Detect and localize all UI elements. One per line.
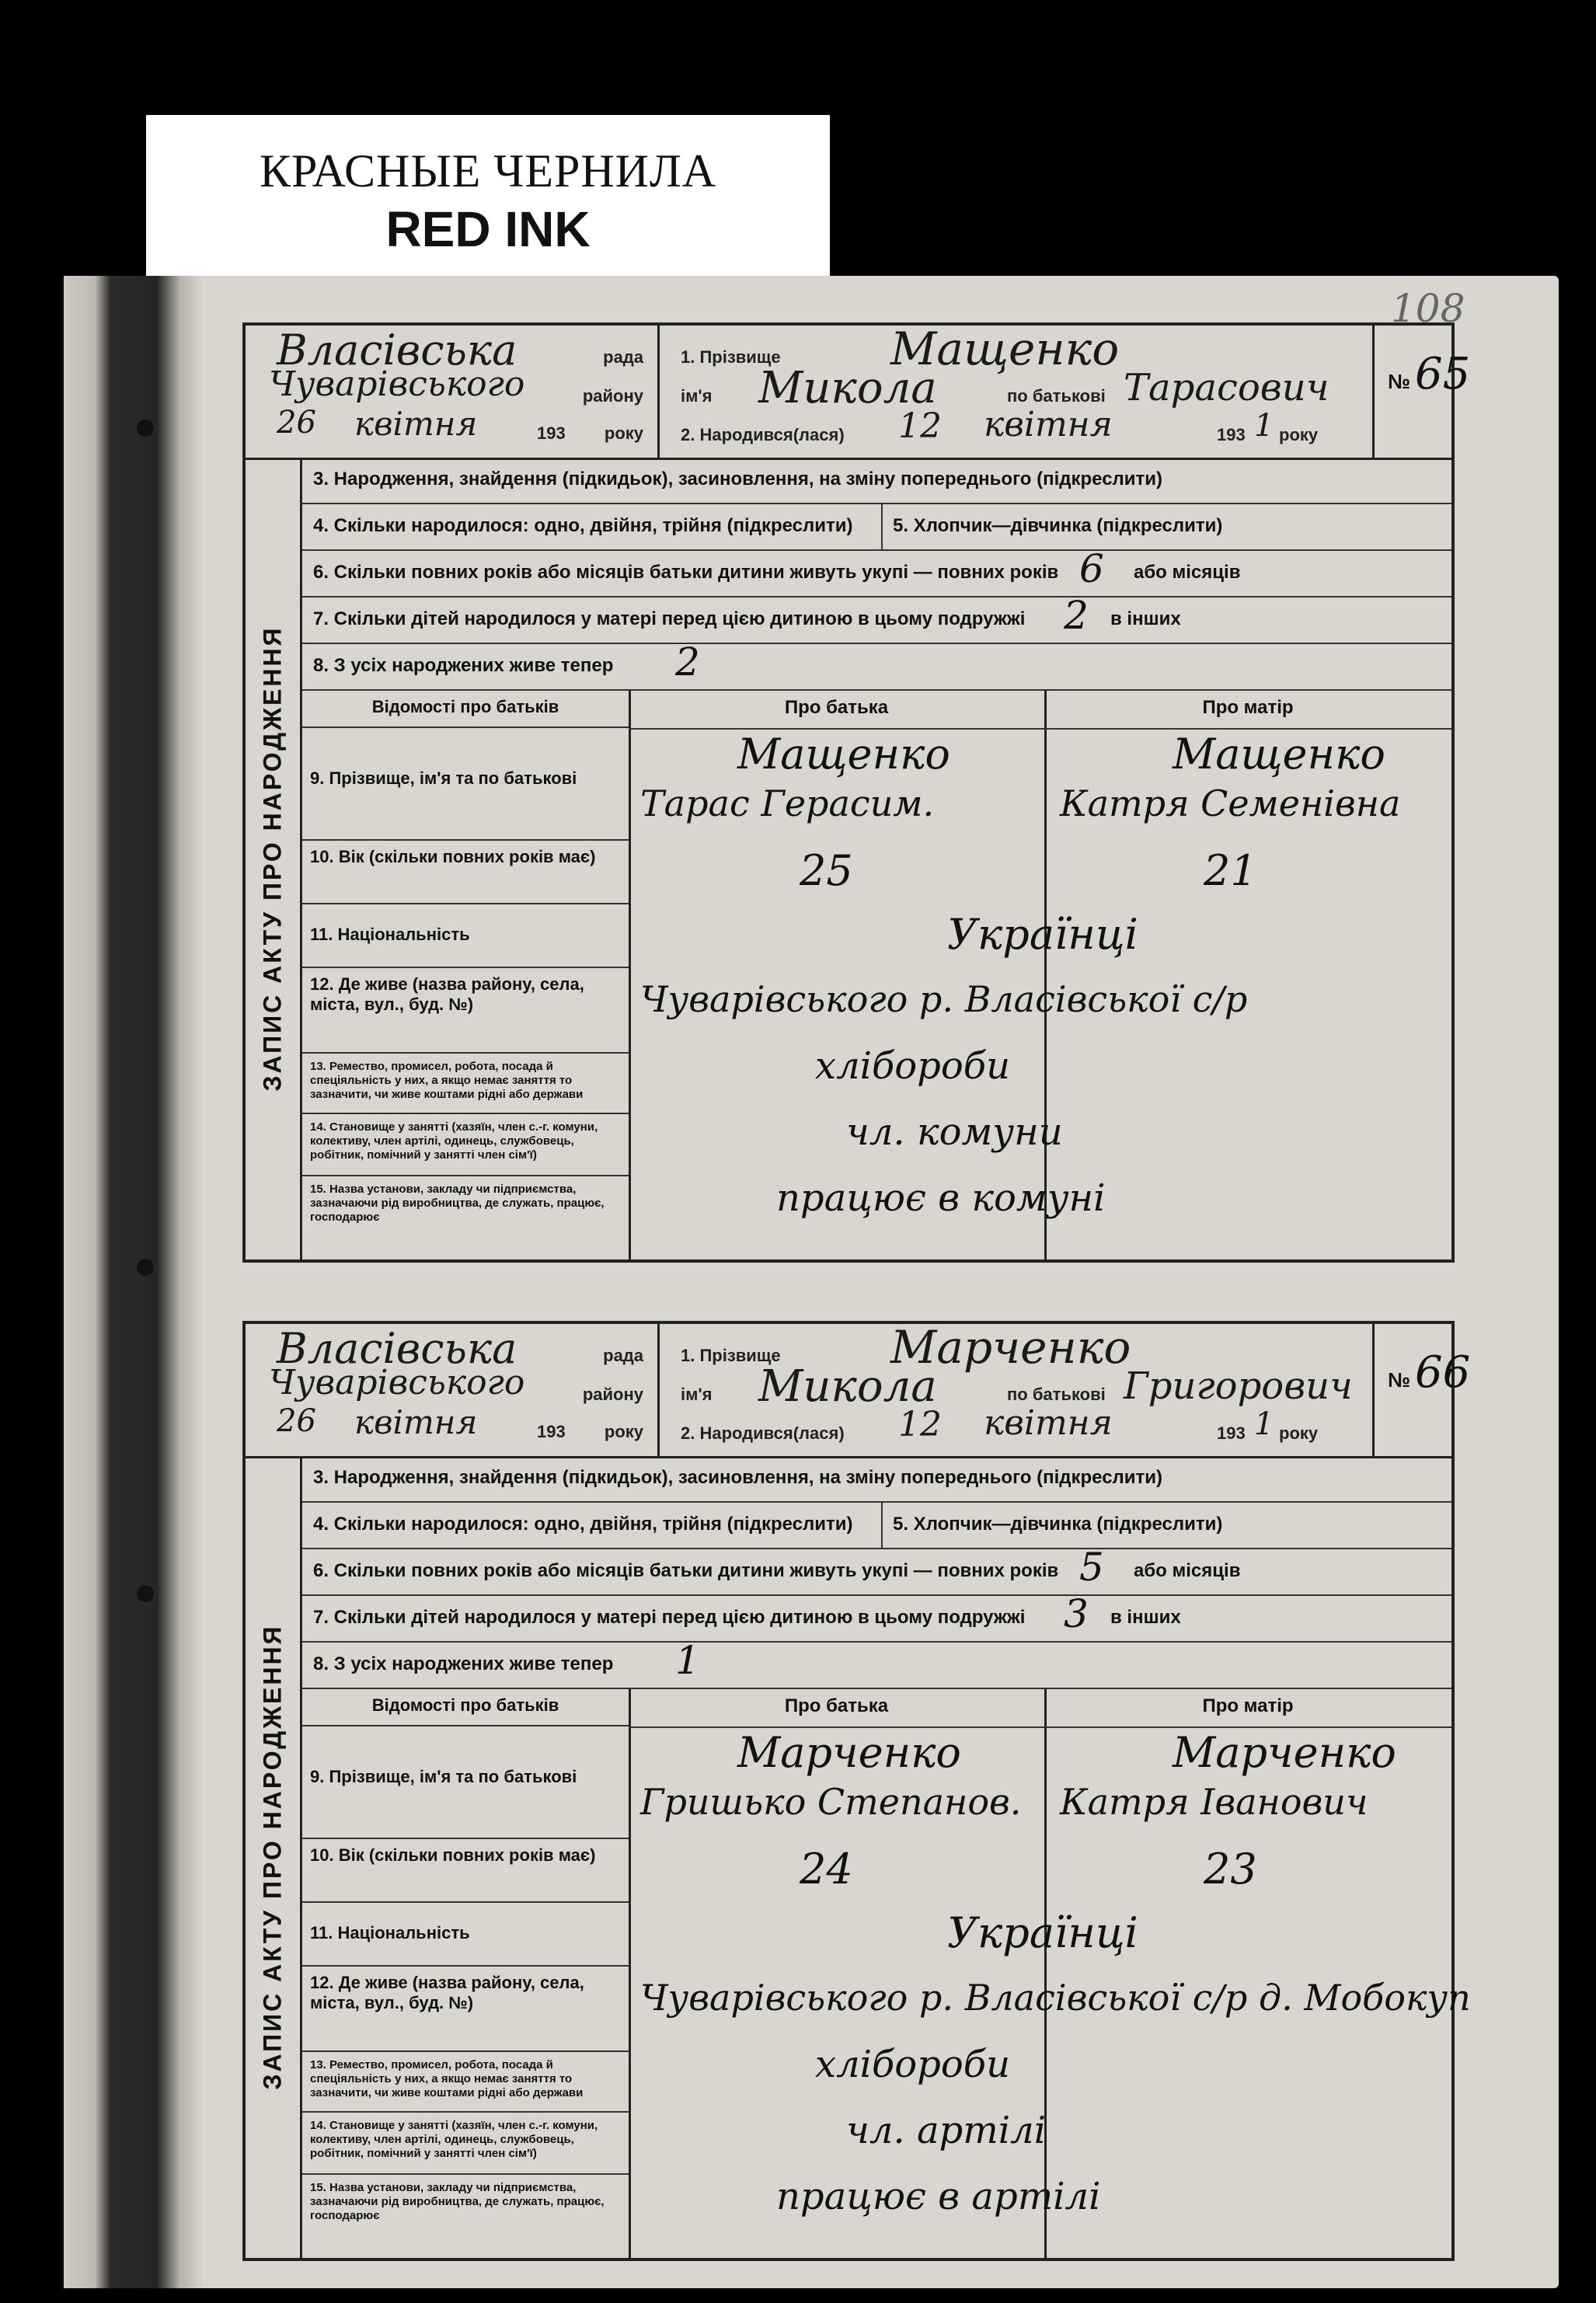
question-5: 5. Хлопчик—дівчинка (підкреслити) xyxy=(893,1514,1223,1535)
row-13-label: 13. Ремество, промисел, робота, посада й спеціяльність у них, а якщо немає заняття то зазначити, чи живе коштами рідні або держави xyxy=(302,1054,629,1114)
patronymic-label: по батькові xyxy=(1007,1385,1106,1404)
birth-record xyxy=(242,322,1471,1263)
district-label: району xyxy=(582,1385,643,1404)
mother-age: 23 xyxy=(1204,1845,1257,1894)
row-14-label: 14. Становище у занятті (хазяїн, член с.-г. комуни, колективу, член артілі, одинець, службовець, робітник, помічний у занятті член сім'ї) xyxy=(302,1114,629,1176)
question-3: 3. Народження, знайдення (підкидьок), засиновлення, на зміну попереднього (підкреслити) xyxy=(313,469,1163,490)
row-divider xyxy=(881,504,883,549)
mother-header: Про матір xyxy=(1202,697,1294,718)
question-6: 6. Скільки повних років або місяців батьки дитини живуть укупі — повних років xyxy=(313,1560,1059,1581)
born-month: квітня xyxy=(984,405,1113,444)
residence: Чуварівського р. Власівської с/р xyxy=(640,978,1248,1020)
row-10-label: 10. Вік (скільки повних років має) xyxy=(302,841,629,904)
district-label: району xyxy=(582,386,643,406)
workplace: працює в артілі xyxy=(776,2175,1101,2218)
record-body xyxy=(302,458,1451,1260)
mother-header: Про матір xyxy=(1202,1695,1294,1716)
born-month: квітня xyxy=(984,1403,1113,1443)
parents-table xyxy=(302,1689,1471,2258)
mother-name: Катря Семенівна xyxy=(1060,782,1401,824)
nationality: Українці xyxy=(947,910,1138,959)
registration-block xyxy=(246,1324,660,1456)
surname-label: 1. Прізвище xyxy=(681,347,781,367)
position: чл. артілі xyxy=(846,2109,1047,2152)
name-label: ім'я xyxy=(681,1385,713,1404)
question-4: 4. Скільки народилося: одно, двійня, трійня (підкреслити) xyxy=(313,1514,853,1535)
child-block xyxy=(657,322,1375,458)
mother-name: Катря Іванович xyxy=(1060,1781,1368,1823)
record-number xyxy=(1388,1347,1470,1398)
row-4-5 xyxy=(302,1503,1451,1549)
registration-month: квітня xyxy=(354,405,478,443)
binding-hole xyxy=(137,1585,154,1602)
mother-surname: Марченко xyxy=(1173,1728,1396,1777)
row-14-label: 14. Становище у занятті (хазяїн, член с.-г. комуни, колективу, член артілі, одинець, службовець, робітник, помічний у занятті член сім'ї) xyxy=(302,2113,629,2175)
record-number-value: 66 xyxy=(1414,1347,1471,1398)
binding-spine xyxy=(64,276,204,2288)
row-6 xyxy=(302,1545,1451,1596)
record-number-block xyxy=(1372,1324,1471,1456)
row-13-label: 13. Ремество, промисел, робота, посада й спеціяльність у них, а якщо немає заняття то зазначити, чи живе коштами рідні або держави xyxy=(302,2052,629,2113)
label-russian: КРАСНЫЕ ЧЕРНИЛА xyxy=(259,145,717,197)
born-year: 1 xyxy=(1254,408,1274,444)
born-year-prefix: 193 xyxy=(1217,1423,1246,1443)
row-11-label: 11. Національність xyxy=(302,904,629,968)
record-header xyxy=(246,322,1471,460)
record-number-block xyxy=(1372,326,1471,458)
district-name: Чуварівського xyxy=(269,1363,525,1402)
patronymic-label: по батькові xyxy=(1007,386,1106,406)
father-header: Про батька xyxy=(784,1695,889,1716)
father-age: 24 xyxy=(800,1845,853,1894)
child-name: Микола xyxy=(758,363,937,413)
child-block xyxy=(657,1321,1375,1456)
years-together: 5 xyxy=(1079,1545,1104,1590)
workplace: працює в комуні xyxy=(776,1176,1106,1220)
side-title-column xyxy=(246,458,302,1260)
born-label: 2. Народився(лася) xyxy=(681,425,845,444)
nationality: Українці xyxy=(947,1908,1138,1957)
year-prefix: 193 xyxy=(537,1422,566,1441)
child-name: Микола xyxy=(758,1361,937,1412)
question-6-months: або місяців xyxy=(1134,562,1241,583)
father-name: Тарас Герасим. xyxy=(640,782,935,824)
row-15-label: 15. Назва установи, закладу чи підприємства, зазначаючи рід виробництва, де служать, працює, господарює xyxy=(310,1183,605,1224)
previous-children: 2 xyxy=(1064,593,1089,638)
year-prefix: 193 xyxy=(537,423,566,443)
child-surname: Мащенко xyxy=(890,322,1120,375)
record-number xyxy=(1388,349,1470,399)
row-7 xyxy=(302,593,1451,644)
row-3 xyxy=(302,1456,1451,1503)
occupation: хлібороби xyxy=(815,1044,1011,1088)
row-10-label: 10. Вік (скільки повних років має) xyxy=(302,1839,629,1903)
row-8 xyxy=(302,1638,1451,1689)
row-4-5 xyxy=(302,504,1451,551)
residence: Чуварівського р. Власівської с/р д. Мобокуп xyxy=(640,1977,1471,2019)
occupation: хлібороби xyxy=(815,2043,1011,2086)
parents-label-column xyxy=(302,1689,631,2258)
father-age: 25 xyxy=(800,846,853,895)
council-label: рада xyxy=(603,347,643,367)
parents-table xyxy=(302,691,1451,1260)
children-alive: 1 xyxy=(675,1638,700,1683)
father-surname: Мащенко xyxy=(737,730,950,779)
years-together: 6 xyxy=(1079,546,1104,591)
question-7: 7. Скільки дітей народилося у матері перед цією дитиною в цьому подружжі xyxy=(313,1607,1026,1628)
child-surname: Марченко xyxy=(890,1321,1131,1374)
question-4: 4. Скільки народилося: одно, двійня, трійня (підкреслити) xyxy=(313,515,853,536)
mother-surname: Мащенко xyxy=(1173,730,1385,779)
born-year: 1 xyxy=(1254,1406,1274,1442)
registration-month: квітня xyxy=(354,1403,478,1441)
born-year-label: року xyxy=(1279,1423,1319,1443)
side-title: ЗАПИС АКТУ ПРО НАРОДЖЕННЯ xyxy=(258,625,287,1092)
born-year-label: року xyxy=(1279,425,1319,444)
row-9-label: 9. Прізвище, ім'я та по батькові xyxy=(302,1726,629,1839)
question-7-other: в інших xyxy=(1110,1607,1181,1628)
row-9-label: 9. Прізвище, ім'я та по батькові xyxy=(302,728,629,841)
row-divider xyxy=(881,1503,883,1548)
row-6 xyxy=(302,546,1451,598)
question-6: 6. Скільки повних років або місяців батьки дитини живуть укупі — повних років xyxy=(313,562,1059,583)
registration-day: 26 xyxy=(277,1403,316,1439)
previous-children: 3 xyxy=(1064,1591,1089,1636)
parents-label-column xyxy=(302,691,631,1260)
father-header: Про батька xyxy=(784,697,889,718)
row-11-label: 11. Національність xyxy=(302,1903,629,1967)
council-name: Власівська xyxy=(277,326,517,375)
birth-record xyxy=(242,1321,1471,2261)
position: чл. комуни xyxy=(846,1110,1063,1154)
father-name: Гришько Степанов. xyxy=(640,1781,1022,1823)
question-7-other: в інших xyxy=(1110,608,1181,629)
year-label: року xyxy=(604,1422,643,1441)
record-number-value: 65 xyxy=(1414,349,1471,399)
question-5: 5. Хлопчик—дівчинка (підкреслити) xyxy=(893,515,1223,536)
born-label: 2. Народився(лася) xyxy=(681,1423,845,1443)
child-patronymic: Тарасович xyxy=(1124,366,1329,409)
question-8: 8. З усіх народжених живе тепер xyxy=(313,655,614,676)
row-3 xyxy=(302,458,1451,504)
record-body xyxy=(302,1456,1471,2258)
registration-day: 26 xyxy=(277,405,316,441)
row-8 xyxy=(302,639,1451,691)
row-15-label: 15. Назва установи, закладу чи підприємства, зазначаючи рід виробництва, де служать, працює, господарює xyxy=(310,2181,605,2222)
question-3: 3. Народження, знайдення (підкидьок), засиновлення, на зміну попереднього (підкреслити) xyxy=(313,1467,1163,1488)
binding-hole xyxy=(137,1259,154,1276)
row-7 xyxy=(302,1591,1451,1643)
binding-hole xyxy=(137,420,154,437)
number-label: № xyxy=(1388,370,1410,393)
year-label: року xyxy=(604,423,643,443)
born-day: 12 xyxy=(898,1405,942,1444)
row-12-label: 12. Де живе (назва району, села, міста, вул., буд. №) xyxy=(302,1967,629,2052)
name-label: ім'я xyxy=(681,386,713,406)
parents-header: Відомості про батьків xyxy=(302,1689,629,1726)
parents-header: Відомості про батьків xyxy=(302,691,629,728)
record-header xyxy=(246,1321,1471,1458)
district-name: Чуварівського xyxy=(269,364,525,404)
council-label: рада xyxy=(603,1346,643,1365)
question-8: 8. З усіх народжених живе тепер xyxy=(313,1653,614,1674)
red-ink-label xyxy=(146,115,830,282)
council-name: Власівська xyxy=(277,1324,517,1373)
mother-age: 21 xyxy=(1204,846,1257,895)
born-day: 12 xyxy=(898,406,942,446)
registration-block xyxy=(246,326,660,458)
row-12-label: 12. Де живе (назва району, села, міста, вул., буд. №) xyxy=(302,968,629,1054)
father-surname: Марченко xyxy=(737,1728,961,1777)
born-year-prefix: 193 xyxy=(1217,425,1246,444)
label-english: RED INK xyxy=(385,201,591,257)
surname-label: 1. Прізвище xyxy=(681,1346,781,1365)
page-number: 108 xyxy=(1391,286,1465,331)
side-title-column xyxy=(246,1456,302,2258)
side-title: ЗАПИС АКТУ ПРО НАРОДЖЕННЯ xyxy=(258,1624,287,2090)
child-patronymic: Григорович xyxy=(1124,1364,1353,1408)
number-label: № xyxy=(1388,1368,1410,1392)
question-7: 7. Скільки дітей народилося у матері перед цією дитиною в цьому подружжі xyxy=(313,608,1026,629)
children-alive: 2 xyxy=(675,639,700,685)
question-6-months: або місяців xyxy=(1134,1560,1241,1581)
